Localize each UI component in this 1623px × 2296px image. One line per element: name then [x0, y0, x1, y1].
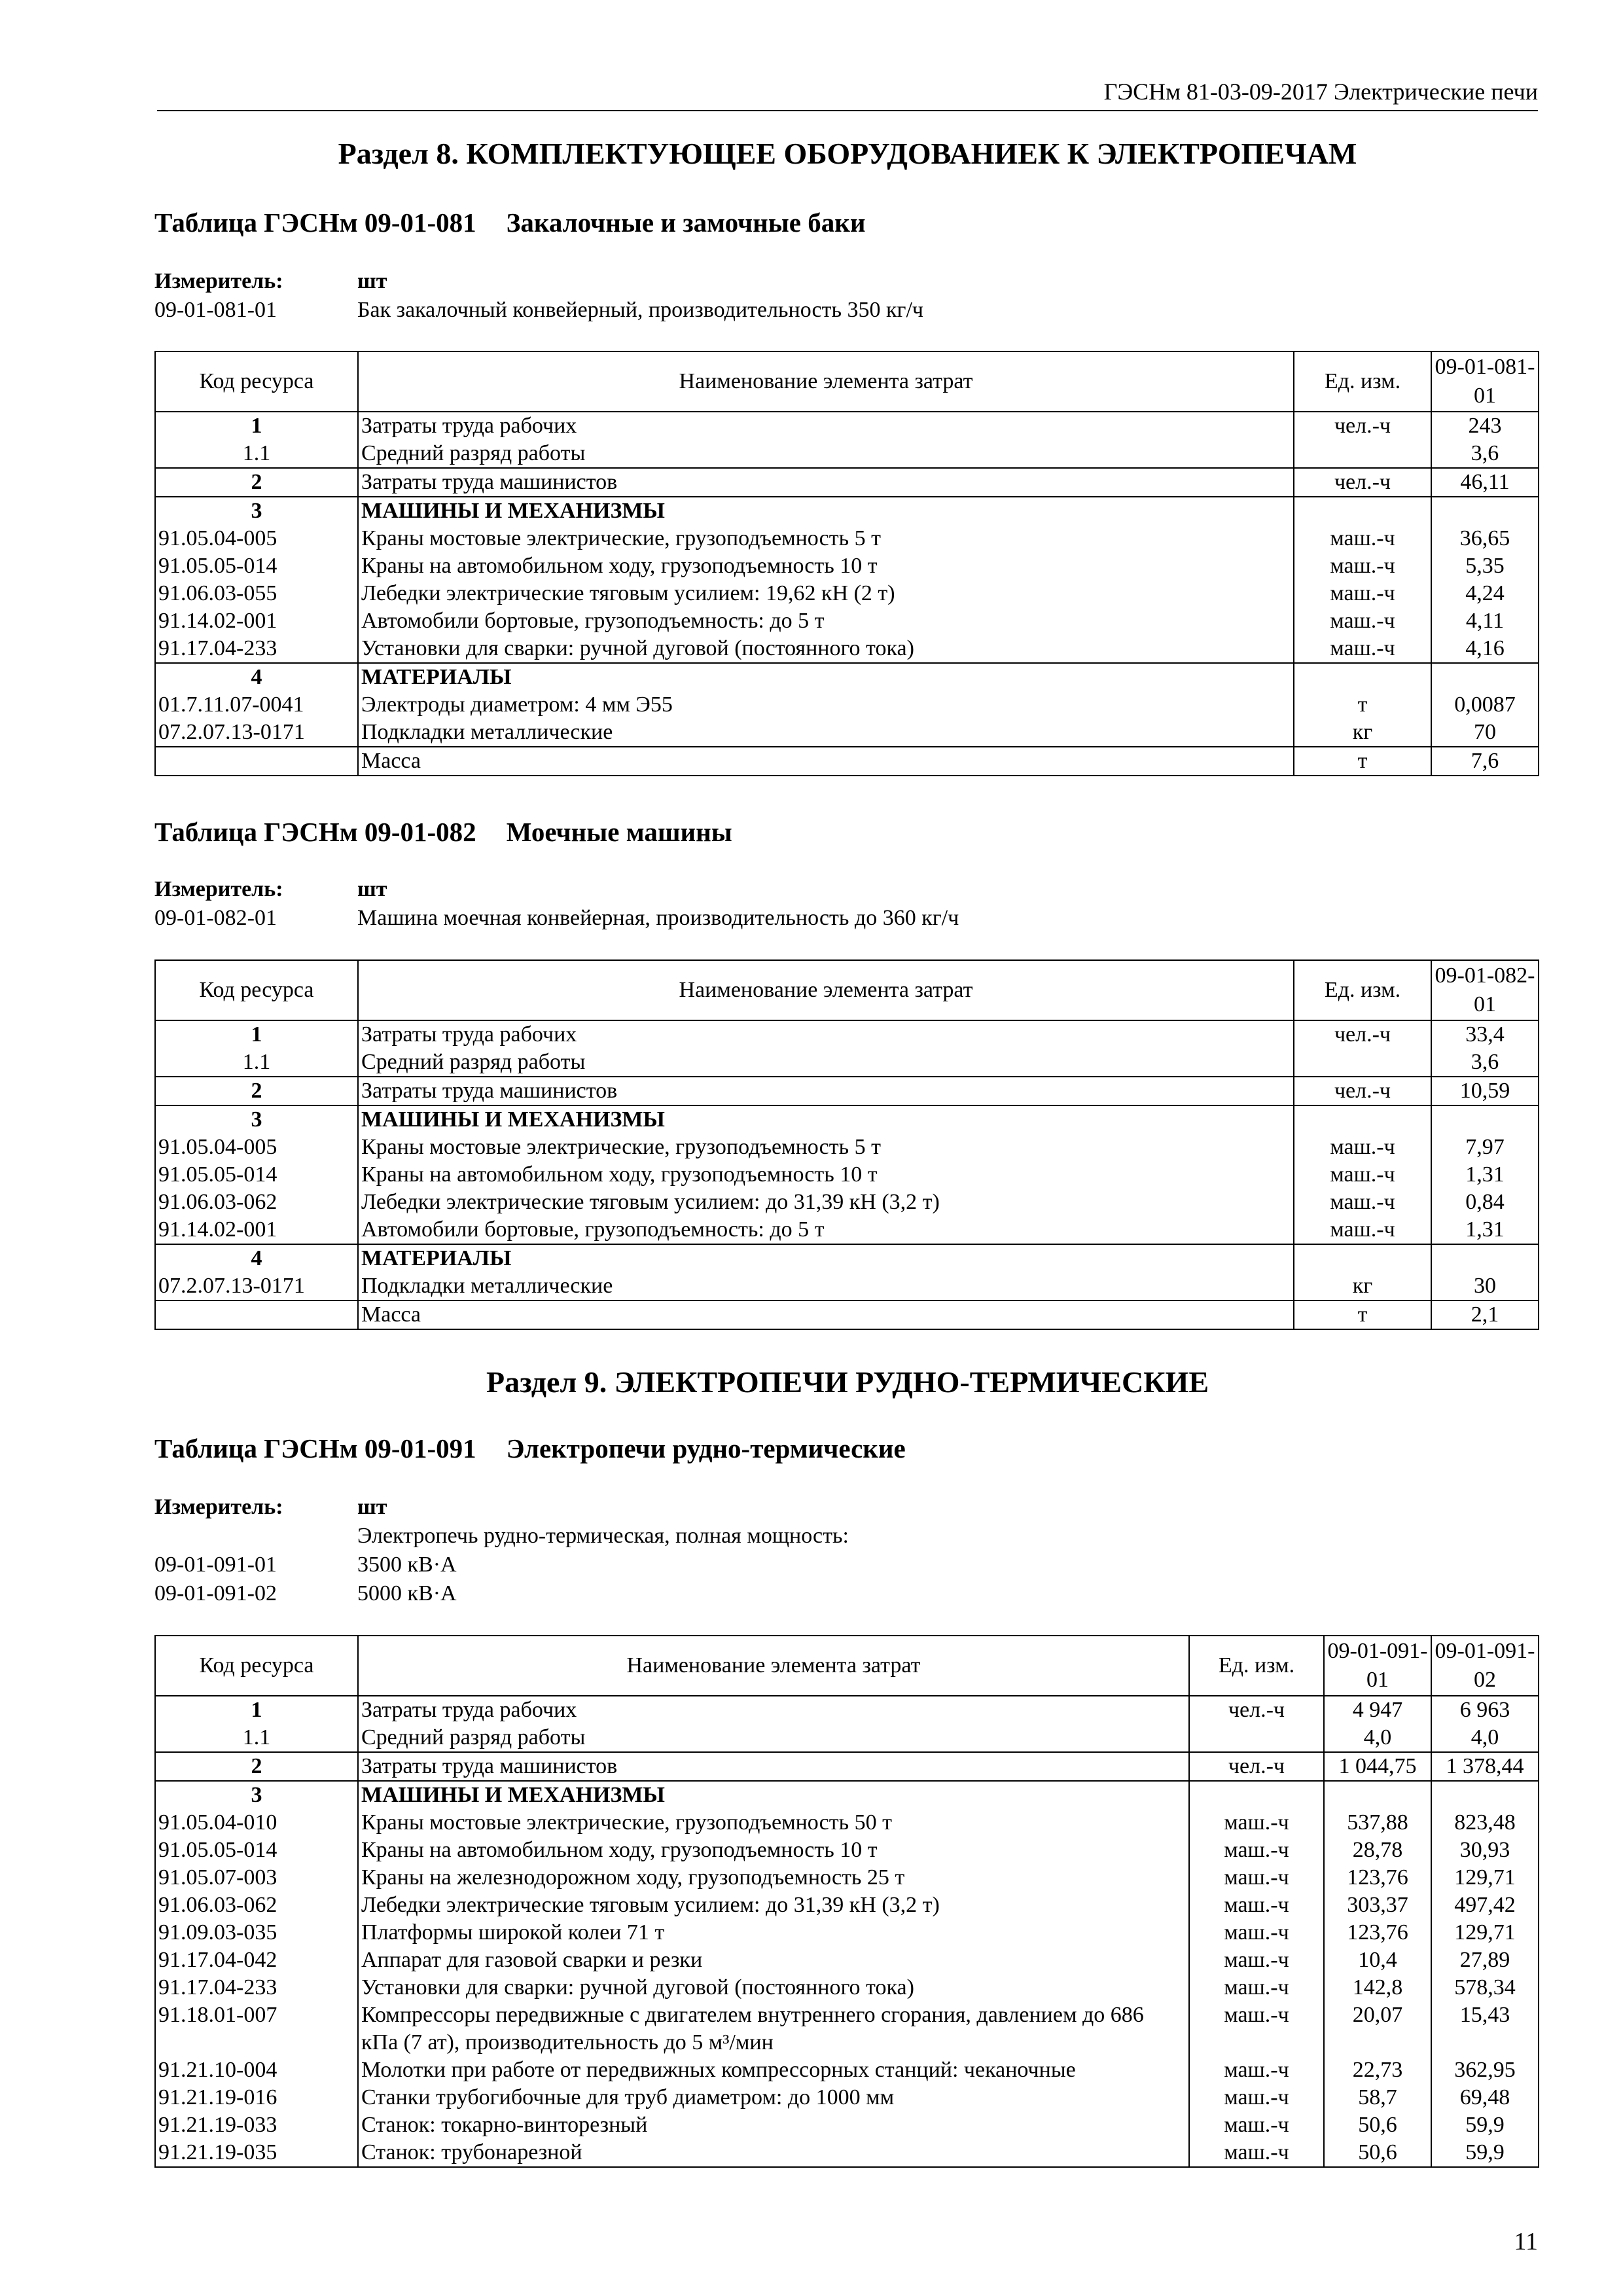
cost-element-name: Аппарат для газовой сварки и резки [358, 1946, 1189, 1974]
item-desc: Бак закалочный конвейерный, производительность 350 кг/ч [357, 298, 924, 322]
table-081-name: Закалочные и замочные баки [506, 207, 866, 238]
table-header-row [155, 351, 1539, 412]
unit: чел.-ч [1294, 468, 1431, 497]
cost-element-name: Масса [358, 1300, 1294, 1329]
resource-code: 2 [155, 1077, 358, 1105]
unit: маш.-ч [1294, 1189, 1431, 1216]
value: 5,35 [1431, 552, 1539, 580]
resource-code: 1 [155, 412, 358, 440]
table-row [155, 2139, 1539, 2167]
cost-element-name: Краны на автомобильном ходу, грузоподъемность 10 т [358, 1161, 1294, 1189]
value: 4,16 [1431, 635, 1539, 663]
unit: маш.-ч [1189, 1946, 1324, 1974]
value: 50,6 [1324, 2139, 1431, 2167]
unit: маш.-ч [1189, 2139, 1324, 2167]
table-row [155, 1974, 1539, 2001]
cost-element-name: Подкладки металлические [358, 1272, 1294, 1300]
header-unit: Ед. изм. [1294, 960, 1431, 1020]
table-row [155, 1216, 1539, 1244]
table-row [155, 2001, 1539, 2056]
value: 2,1 [1431, 1300, 1539, 1329]
resource-code: 4 [155, 1244, 358, 1272]
unit: кг [1294, 719, 1431, 747]
value: 129,71 [1431, 1864, 1539, 1892]
value: 58,7 [1324, 2084, 1431, 2111]
header-column-code: 09-01-081-01 [1431, 351, 1539, 412]
table-row [155, 1105, 1539, 1134]
cost-element-name: Краны на железнодорожном ходу, грузоподъемность 25 т [358, 1864, 1189, 1892]
table-row [155, 1892, 1539, 1919]
table-row [155, 607, 1539, 635]
table-row [155, 1300, 1539, 1329]
unit: чел.-ч [1189, 1696, 1324, 1724]
value: 6 963 [1431, 1696, 1539, 1724]
cost-element-name: Затраты труда машинистов [358, 1752, 1189, 1781]
resource-code: 91.05.04-005 [155, 525, 358, 552]
table-row [155, 1724, 1539, 1752]
resource-code [155, 1300, 358, 1329]
value: 46,11 [1431, 468, 1539, 497]
resource-code: 91.17.04-042 [155, 1946, 358, 1974]
value [1431, 497, 1539, 525]
resource-code: 91.05.04-010 [155, 1809, 358, 1837]
cost-element-name: МАШИНЫ И МЕХАНИЗМЫ [358, 1781, 1189, 1809]
value: 33,4 [1431, 1020, 1539, 1049]
meter-unit: шт [357, 877, 387, 901]
table-row [155, 635, 1539, 663]
header-unit: Ед. изм. [1189, 1636, 1324, 1696]
table-row [155, 1161, 1539, 1189]
resource-code: 07.2.07.13-0171 [155, 719, 358, 747]
cost-element-name: Масса [358, 747, 1294, 776]
table-row [155, 1134, 1539, 1161]
table-row [155, 1864, 1539, 1892]
table-row [155, 1946, 1539, 1974]
cost-element-name: Установки для сварки: ручной дуговой (постоянного тока) [358, 1974, 1189, 2001]
value: 30 [1431, 1272, 1539, 1300]
table-091-number: Таблица ГЭСНм 09-01-091 [154, 1433, 476, 1463]
value: 70 [1431, 719, 1539, 747]
unit: маш.-ч [1294, 1161, 1431, 1189]
table-row [155, 719, 1539, 747]
page-number: 11 [1514, 2228, 1538, 2255]
resource-code: 91.18.01-007 [155, 2001, 358, 2056]
unit: маш.-ч [1189, 1837, 1324, 1864]
cost-element-name: Лебедки электрические тяговым усилием: 19,62 кН (2 т) [358, 580, 1294, 607]
item-desc: 3500 кВ·А [357, 1552, 457, 1577]
resource-code: 91.21.19-016 [155, 2084, 358, 2111]
value: 0,84 [1431, 1189, 1539, 1216]
table-082-meter [154, 875, 959, 933]
value: 36,65 [1431, 525, 1539, 552]
table-row [155, 1189, 1539, 1216]
table-row [155, 580, 1539, 607]
unit: маш.-ч [1189, 2111, 1324, 2139]
cost-element-name: Молотки при работе от передвижных компрессорных станций: чеканочные [358, 2056, 1189, 2084]
value: 22,73 [1324, 2056, 1431, 2084]
value [1431, 663, 1539, 691]
unit [1294, 497, 1431, 525]
value: 0,0087 [1431, 691, 1539, 719]
header-column-code: 09-01-091-01 [1324, 1636, 1431, 1696]
table-row [155, 1244, 1539, 1272]
table-row [155, 1272, 1539, 1300]
cost-element-name: Станки трубогибочные для труб диаметром: до 1000 мм [358, 2084, 1189, 2111]
header-unit: Ед. изм. [1294, 351, 1431, 412]
value: 142,8 [1324, 1974, 1431, 2001]
resource-code: 1 [155, 1020, 358, 1049]
value [1431, 1105, 1539, 1134]
unit [1189, 1724, 1324, 1752]
cost-element-name: Платформы широкой колеи 71 т [358, 1919, 1189, 1946]
resource-code: 91.06.03-055 [155, 580, 358, 607]
resource-code: 91.21.19-033 [155, 2111, 358, 2139]
value: 28,78 [1324, 1837, 1431, 1864]
table-row [155, 525, 1539, 552]
cost-element-name: Краны на автомобильном ходу, грузоподъемность 10 т [358, 552, 1294, 580]
unit: маш.-ч [1294, 607, 1431, 635]
unit [1294, 440, 1431, 468]
item-code: 09-01-082-01 [154, 906, 277, 930]
value: 243 [1431, 412, 1539, 440]
unit: маш.-ч [1189, 2056, 1324, 2084]
table-row [155, 663, 1539, 691]
table-091-name: Электропечи рудно-термические [506, 1433, 906, 1463]
value: 1 044,75 [1324, 1752, 1431, 1781]
cost-element-name: Затраты труда рабочих [358, 1020, 1294, 1049]
resource-code: 91.21.19-035 [155, 2139, 358, 2167]
resource-code: 91.21.10-004 [155, 2056, 358, 2084]
value: 50,6 [1324, 2111, 1431, 2139]
table-row [155, 1020, 1539, 1049]
value: 4 947 [1324, 1696, 1431, 1724]
value: 4,0 [1431, 1724, 1539, 1752]
table-row [155, 2084, 1539, 2111]
table-082-name: Моечные машины [506, 817, 732, 847]
cost-element-name: Установки для сварки: ручной дуговой (постоянного тока) [358, 635, 1294, 663]
unit: чел.-ч [1294, 412, 1431, 440]
item-code: 09-01-091-01 [154, 1552, 277, 1577]
value: 578,34 [1431, 1974, 1539, 2001]
resource-code: 91.05.05-014 [155, 1161, 358, 1189]
value [1431, 1244, 1539, 1272]
resource-code: 1.1 [155, 1724, 358, 1752]
value: 30,93 [1431, 1837, 1539, 1864]
header-column-code: 09-01-082-01 [1431, 960, 1539, 1020]
resource-code: 91.05.05-014 [155, 552, 358, 580]
value: 27,89 [1431, 1946, 1539, 1974]
meter-unit: шт [357, 269, 387, 293]
resource-code: 1.1 [155, 440, 358, 468]
unit: чел.-ч [1294, 1077, 1431, 1105]
resource-code: 4 [155, 663, 358, 691]
cost-element-name: Затраты труда рабочих [358, 1696, 1189, 1724]
cost-element-name: МАТЕРИАЛЫ [358, 1244, 1294, 1272]
header-code: Код ресурса [155, 351, 358, 412]
unit [1294, 663, 1431, 691]
resource-code: 91.06.03-062 [155, 1189, 358, 1216]
table-row [155, 2056, 1539, 2084]
cost-element-name: Краны мостовые электрические, грузоподъемность 5 т [358, 525, 1294, 552]
resource-code: 2 [155, 1752, 358, 1781]
unit [1294, 1244, 1431, 1272]
cost-element-name: Электроды диаметром: 4 мм Э55 [358, 691, 1294, 719]
resource-code: 07.2.07.13-0171 [155, 1272, 358, 1300]
unit: т [1294, 747, 1431, 776]
table-row [155, 691, 1539, 719]
resource-code: 3 [155, 497, 358, 525]
table-row [155, 1781, 1539, 1809]
header-code: Код ресурса [155, 1636, 358, 1696]
resource-code: 91.14.02-001 [155, 607, 358, 635]
page-header: ГЭСНм 81-03-09-2017 Электрические печи [157, 73, 1538, 111]
cost-element-name: Лебедки электрические тяговым усилием: до 31,39 кН (3,2 т) [358, 1189, 1294, 1216]
value: 3,6 [1431, 440, 1539, 468]
header-name: Наименование элемента затрат [358, 960, 1294, 1020]
cost-element-name: Средний разряд работы [358, 1724, 1189, 1752]
resource-table-081 [154, 351, 1539, 776]
unit: маш.-ч [1189, 1974, 1324, 2001]
resource-code [155, 747, 358, 776]
resource-code: 1 [155, 1696, 358, 1724]
value: 129,71 [1431, 1919, 1539, 1946]
unit: маш.-ч [1189, 1809, 1324, 1837]
unit: маш.-ч [1189, 2001, 1324, 2056]
table-row [155, 1049, 1539, 1077]
cost-element-name: МАШИНЫ И МЕХАНИЗМЫ [358, 497, 1294, 525]
unit: маш.-ч [1294, 552, 1431, 580]
cost-element-name: Станок: токарно-винторезный [358, 2111, 1189, 2139]
unit: маш.-ч [1189, 1919, 1324, 1946]
table-082-title [154, 814, 732, 850]
item-desc: Машина моечная конвейерная, производительность до 360 кг/ч [357, 906, 959, 930]
unit: чел.-ч [1294, 1020, 1431, 1049]
table-row [155, 1696, 1539, 1724]
cost-element-name: Затраты труда машинистов [358, 468, 1294, 497]
cost-element-name: Лебедки электрические тяговым усилием: до 31,39 кН (3,2 т) [358, 1892, 1189, 1919]
table-row [155, 2111, 1539, 2139]
table-row [155, 412, 1539, 440]
value: 537,88 [1324, 1809, 1431, 1837]
value: 59,9 [1431, 2139, 1539, 2167]
resource-code: 91.09.03-035 [155, 1919, 358, 1946]
table-row [155, 1837, 1539, 1864]
table-row [155, 1809, 1539, 1837]
resource-code: 91.06.03-062 [155, 1892, 358, 1919]
item-code: 09-01-091-02 [154, 1581, 277, 1605]
value: 20,07 [1324, 2001, 1431, 2056]
value: 123,76 [1324, 1919, 1431, 1946]
meter-label: Измеритель: [154, 877, 283, 901]
resource-code: 91.05.04-005 [155, 1134, 358, 1161]
unit: маш.-ч [1294, 1134, 1431, 1161]
value: 123,76 [1324, 1864, 1431, 1892]
resource-code: 91.14.02-001 [155, 1216, 358, 1244]
section-8-title: Раздел 8. КОМПЛЕКТУЮЩЕЕ ОБОРУДОВАНИЕК К ЭЛЕКТРОПЕЧАМ [338, 137, 1357, 170]
cost-element-name: МАТЕРИАЛЫ [358, 663, 1294, 691]
table-row [155, 440, 1539, 468]
value: 69,48 [1431, 2084, 1539, 2111]
unit: чел.-ч [1189, 1752, 1324, 1781]
table-082-number: Таблица ГЭСНм 09-01-082 [154, 817, 476, 847]
value: 10,4 [1324, 1946, 1431, 1974]
table-header-row [155, 1636, 1539, 1696]
value: 4,24 [1431, 580, 1539, 607]
unit: кг [1294, 1272, 1431, 1300]
resource-table-091 [154, 1635, 1539, 2168]
resource-code: 3 [155, 1781, 358, 1809]
table-081-title [154, 204, 865, 241]
value: 4,11 [1431, 607, 1539, 635]
value: 362,95 [1431, 2056, 1539, 2084]
unit: маш.-ч [1189, 1892, 1324, 1919]
unit: маш.-ч [1294, 580, 1431, 607]
table-row [155, 552, 1539, 580]
table-row [155, 1752, 1539, 1781]
cost-element-name: Средний разряд работы [358, 440, 1294, 468]
cost-element-name: Краны на автомобильном ходу, грузоподъемность 10 т [358, 1837, 1189, 1864]
unit: маш.-ч [1189, 2084, 1324, 2111]
resource-code: 2 [155, 468, 358, 497]
cost-element-name: Подкладки металлические [358, 719, 1294, 747]
cost-element-name: Станок: трубонарезной [358, 2139, 1189, 2167]
header-name: Наименование элемента затрат [358, 351, 1294, 412]
value [1324, 1781, 1431, 1809]
resource-code: 3 [155, 1105, 358, 1134]
value: 7,97 [1431, 1134, 1539, 1161]
meter-label: Измеритель: [154, 269, 283, 293]
cost-element-name: Краны мостовые электрические, грузоподъемность 50 т [358, 1809, 1189, 1837]
value: 10,59 [1431, 1077, 1539, 1105]
table-081-number: Таблица ГЭСНм 09-01-081 [154, 207, 476, 238]
resource-code: 91.05.07-003 [155, 1864, 358, 1892]
value: 7,6 [1431, 747, 1539, 776]
cost-element-name: МАШИНЫ И МЕХАНИЗМЫ [358, 1105, 1294, 1134]
unit: маш.-ч [1294, 525, 1431, 552]
cost-element-name: Средний разряд работы [358, 1049, 1294, 1077]
table-091-title [154, 1430, 906, 1467]
value: 1,31 [1431, 1216, 1539, 1244]
resource-code: 91.17.04-233 [155, 1974, 358, 2001]
header-name: Наименование элемента затрат [358, 1636, 1189, 1696]
table-091-meter [154, 1493, 849, 1608]
cost-element-name: Затраты труда рабочих [358, 412, 1294, 440]
section-9-title: Раздел 9. ЭЛЕКТРОПЕЧИ РУДНО-ТЕРМИЧЕСКИЕ [486, 1365, 1209, 1399]
unit: т [1294, 1300, 1431, 1329]
cost-element-name: Автомобили бортовые, грузоподъемность: до 5 т [358, 607, 1294, 635]
table-header-row [155, 960, 1539, 1020]
table-row [155, 468, 1539, 497]
header-column-code: 09-01-091-02 [1431, 1636, 1539, 1696]
table-row [155, 747, 1539, 776]
cost-element-name: Затраты труда машинистов [358, 1077, 1294, 1105]
unit: т [1294, 691, 1431, 719]
resource-code: 91.17.04-233 [155, 635, 358, 663]
resource-code: 01.7.11.07-0041 [155, 691, 358, 719]
table-row [155, 497, 1539, 525]
meter-label: Измеритель: [154, 1495, 283, 1519]
value: 59,9 [1431, 2111, 1539, 2139]
table-row [155, 1077, 1539, 1105]
resource-code: 1.1 [155, 1049, 358, 1077]
header-code: Код ресурса [155, 960, 358, 1020]
unit [1294, 1105, 1431, 1134]
value: 1,31 [1431, 1161, 1539, 1189]
cost-element-name: Краны мостовые электрические, грузоподъемность 5 т [358, 1134, 1294, 1161]
value [1431, 1781, 1539, 1809]
unit: маш.-ч [1189, 1864, 1324, 1892]
value: 3,6 [1431, 1049, 1539, 1077]
item-intro: Электропечь рудно-термическая, полная мощность: [357, 1524, 849, 1548]
item-code: 09-01-081-01 [154, 298, 277, 322]
value: 497,42 [1431, 1892, 1539, 1919]
value: 303,37 [1324, 1892, 1431, 1919]
resource-code: 91.05.05-014 [155, 1837, 358, 1864]
value: 4,0 [1324, 1724, 1431, 1752]
table-row [155, 1919, 1539, 1946]
value: 15,43 [1431, 2001, 1539, 2056]
resource-table-082 [154, 960, 1539, 1330]
item-desc: 5000 кВ·А [357, 1581, 457, 1605]
cost-element-name: Автомобили бортовые, грузоподъемность: до 5 т [358, 1216, 1294, 1244]
unit: маш.-ч [1294, 1216, 1431, 1244]
unit [1189, 1781, 1324, 1809]
cost-element-name: Компрессоры передвижные с двигателем внутреннего сгорания, давлением до 686 кПа (7 ат), производительность до 5 м³/мин [358, 2001, 1189, 2056]
unit [1294, 1049, 1431, 1077]
meter-unit: шт [357, 1495, 387, 1519]
value: 1 378,44 [1431, 1752, 1539, 1781]
value: 823,48 [1431, 1809, 1539, 1837]
table-081-meter [154, 267, 923, 325]
unit: маш.-ч [1294, 635, 1431, 663]
